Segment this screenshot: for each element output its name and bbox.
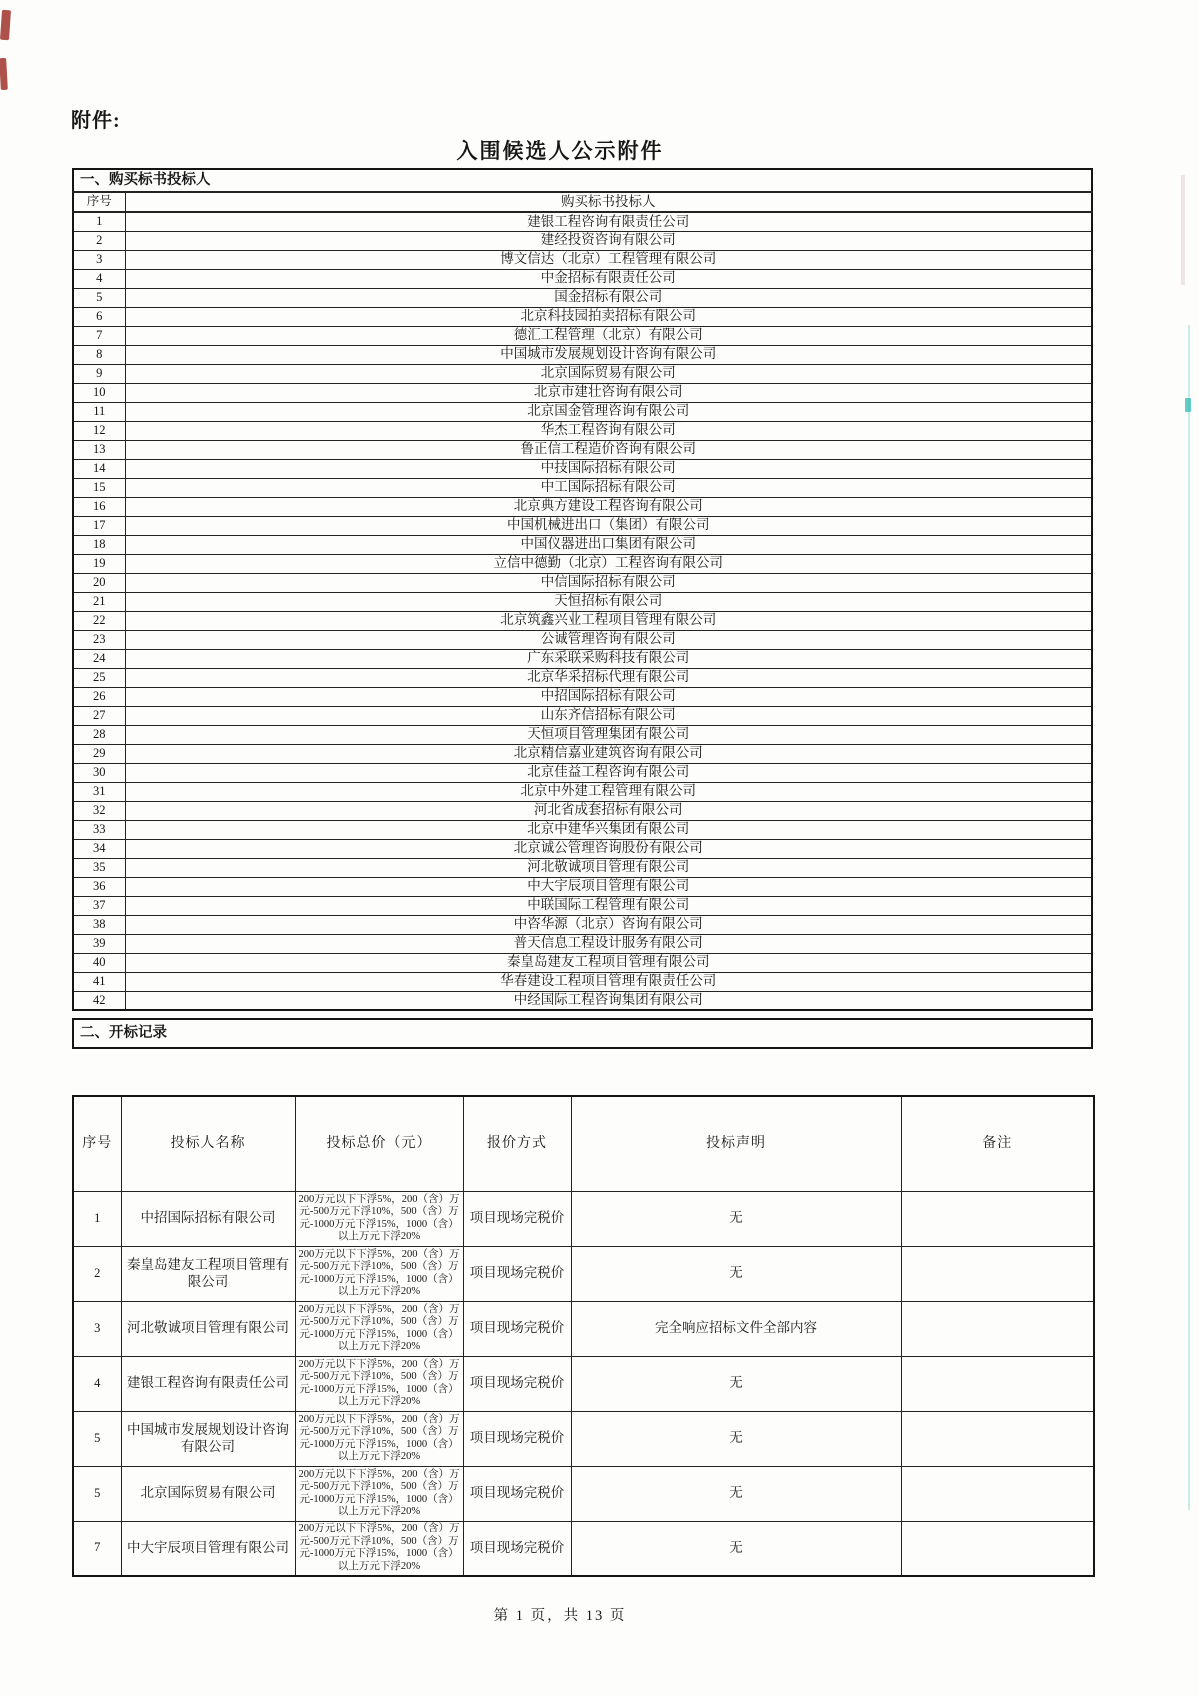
bid-record-row (73, 1521, 1094, 1576)
purchaser-name: 北京国际贸易有限公司 (125, 364, 1092, 383)
bid-records-table-body (73, 1096, 1094, 1576)
purchaser-no: 27 (73, 706, 125, 725)
purchasers-table (72, 168, 1093, 1011)
bid-no: 7 (73, 1521, 121, 1576)
purchaser-no: 5 (73, 288, 125, 307)
purchaser-name: 北京科技园拍卖招标有限公司 (125, 307, 1092, 326)
purchaser-no: 34 (73, 839, 125, 858)
bid-no: 5 (73, 1466, 121, 1521)
purchaser-name: 普天信息工程设计服务有限公司 (125, 934, 1092, 953)
purchaser-no: 37 (73, 896, 125, 915)
bid-total-price: 200万元以下下浮5%，200（含）万元-500万元下浮10%，500（含）万元-1000万元下浮15%，1000（含）以上万元下浮20% (295, 1356, 463, 1411)
purchaser-no: 41 (73, 972, 125, 991)
bid-declaration: 无 (571, 1466, 901, 1521)
purchaser-no: 13 (73, 440, 125, 459)
column-header-total-price: 投标总价（元） (295, 1096, 463, 1191)
purchaser-no: 4 (73, 269, 125, 288)
purchaser-row (73, 345, 1092, 364)
column-header-declaration: 投标声明 (571, 1096, 901, 1191)
bid-record-row (73, 1246, 1094, 1301)
bid-bidder-name: 秦皇岛建友工程项目管理有限公司 (121, 1246, 295, 1301)
bid-record-row (73, 1356, 1094, 1411)
purchaser-no: 38 (73, 915, 125, 934)
purchaser-name: 中大宇辰项目管理有限公司 (125, 877, 1092, 896)
purchaser-name: 中工国际招标有限公司 (125, 478, 1092, 497)
bid-total-price: 200万元以下下浮5%，200（含）万元-500万元下浮10%，500（含）万元-1000万元下浮15%，1000（含）以上万元下浮20% (295, 1246, 463, 1301)
purchaser-row (73, 421, 1092, 440)
purchaser-name: 河北敬诚项目管理有限公司 (125, 858, 1092, 877)
purchaser-name: 博文信达（北京）工程管理有限公司 (125, 250, 1092, 269)
purchasers-table-body (73, 169, 1092, 1010)
purchaser-name: 中经国际工程咨询集团有限公司 (125, 991, 1092, 1010)
purchaser-no: 35 (73, 858, 125, 877)
scan-edge-artifact (1188, 325, 1190, 1510)
purchaser-name: 中国机械进出口（集团）有限公司 (125, 516, 1092, 535)
purchaser-row (73, 858, 1092, 877)
purchaser-name: 中咨华源（北京）咨询有限公司 (125, 915, 1092, 934)
bid-declaration: 无 (571, 1356, 901, 1411)
purchaser-no: 9 (73, 364, 125, 383)
purchaser-row (73, 953, 1092, 972)
bid-total-price: 200万元以下下浮5%，200（含）万元-500万元下浮10%，500（含）万元-1000万元下浮15%，1000（含）以上万元下浮20% (295, 1411, 463, 1466)
bid-bidder-name: 中国城市发展规划设计咨询有限公司 (121, 1411, 295, 1466)
purchaser-name: 中国城市发展规划设计咨询有限公司 (125, 345, 1092, 364)
column-header-no: 序号 (73, 192, 125, 212)
purchaser-row (73, 763, 1092, 782)
bid-no: 4 (73, 1356, 121, 1411)
purchaser-no: 2 (73, 231, 125, 250)
purchaser-no: 8 (73, 345, 125, 364)
purchaser-no: 23 (73, 630, 125, 649)
purchaser-name: 公诚管理咨询有限公司 (125, 630, 1092, 649)
bid-quote-method: 项目现场完税价 (463, 1411, 571, 1466)
purchaser-name: 北京中外建工程管理有限公司 (125, 782, 1092, 801)
bid-remark (901, 1521, 1094, 1576)
bid-quote-method: 项目现场完税价 (463, 1466, 571, 1521)
bid-bidder-name: 建银工程咨询有限责任公司 (121, 1356, 295, 1411)
purchaser-name: 建经投资咨询有限公司 (125, 231, 1092, 250)
purchaser-row (73, 497, 1092, 516)
bid-quote-method: 项目现场完税价 (463, 1301, 571, 1356)
purchaser-row (73, 706, 1092, 725)
bid-no: 1 (73, 1191, 121, 1246)
purchaser-no: 39 (73, 934, 125, 953)
purchaser-name: 建银工程咨询有限责任公司 (125, 212, 1092, 231)
purchaser-row (73, 269, 1092, 288)
purchaser-name: 中国仪器进出口集团有限公司 (125, 535, 1092, 554)
purchaser-name: 华春建设工程项目管理有限责任公司 (125, 972, 1092, 991)
purchaser-no: 12 (73, 421, 125, 440)
purchaser-no: 26 (73, 687, 125, 706)
bid-bidder-name: 中大宇辰项目管理有限公司 (121, 1521, 295, 1576)
purchaser-row (73, 535, 1092, 554)
column-header-bidder: 购买标书投标人 (125, 192, 1092, 212)
purchaser-name: 中招国际招标有限公司 (125, 687, 1092, 706)
purchaser-name: 北京典方建设工程咨询有限公司 (125, 497, 1092, 516)
bid-remark (901, 1356, 1094, 1411)
section1-heading-row (73, 169, 1092, 192)
purchaser-row (73, 896, 1092, 915)
purchaser-no: 25 (73, 668, 125, 687)
purchaser-row (73, 402, 1092, 421)
bid-record-row (73, 1301, 1094, 1356)
purchaser-row (73, 839, 1092, 858)
purchaser-name: 天恒招标有限公司 (125, 592, 1092, 611)
page-footer: 第 1 页，共 13 页 (493, 1608, 627, 1624)
purchaser-row (73, 744, 1092, 763)
bid-total-price: 200万元以下下浮5%，200（含）万元-500万元下浮10%，500（含）万元-1000万元下浮15%，1000（含）以上万元下浮20% (295, 1301, 463, 1356)
purchaser-no: 11 (73, 402, 125, 421)
purchaser-name: 中技国际招标有限公司 (125, 459, 1092, 478)
purchaser-row (73, 478, 1092, 497)
purchaser-no: 36 (73, 877, 125, 896)
purchaser-name: 北京精信嘉业建筑咨询有限公司 (125, 744, 1092, 763)
red-scan-mark (0, 10, 11, 41)
bid-declaration: 无 (571, 1246, 901, 1301)
bid-total-price: 200万元以下下浮5%，200（含）万元-500万元下浮10%，500（含）万元-1000万元下浮15%，1000（含）以上万元下浮20% (295, 1466, 463, 1521)
bid-quote-method: 项目现场完税价 (463, 1521, 571, 1576)
bid-quote-method: 项目现场完税价 (463, 1246, 571, 1301)
bid-remark (901, 1466, 1094, 1521)
purchaser-no: 18 (73, 535, 125, 554)
bid-no: 2 (73, 1246, 121, 1301)
purchaser-row (73, 440, 1092, 459)
purchaser-name: 中信国际招标有限公司 (125, 573, 1092, 592)
purchaser-no: 33 (73, 820, 125, 839)
purchaser-row (73, 801, 1092, 820)
purchaser-row (73, 250, 1092, 269)
purchaser-no: 42 (73, 991, 125, 1010)
bid-records-table (72, 1095, 1095, 1577)
purchaser-name: 华杰工程咨询有限公司 (125, 421, 1092, 440)
bid-total-price: 200万元以下下浮5%，200（含）万元-500万元下浮10%，500（含）万元-1000万元下浮15%，1000（含）以上万元下浮20% (295, 1521, 463, 1576)
bid-declaration: 完全响应招标文件全部内容 (571, 1301, 901, 1356)
purchaser-name: 德汇工程管理（北京）有限公司 (125, 326, 1092, 345)
purchaser-row (73, 231, 1092, 250)
purchaser-row (73, 630, 1092, 649)
purchaser-no: 3 (73, 250, 125, 269)
purchaser-name: 中金招标有限责任公司 (125, 269, 1092, 288)
purchaser-row (73, 364, 1092, 383)
purchaser-no: 30 (73, 763, 125, 782)
scan-edge-artifact (1185, 398, 1191, 412)
purchaser-no: 14 (73, 459, 125, 478)
bid-records-header-row (73, 1096, 1094, 1191)
purchaser-row (73, 212, 1092, 231)
bid-record-row (73, 1466, 1094, 1521)
purchaser-no: 15 (73, 478, 125, 497)
purchaser-name: 鲁正信工程造价咨询有限公司 (125, 440, 1092, 459)
bid-bidder-name: 河北敬诚项目管理有限公司 (121, 1301, 295, 1356)
scan-edge-artifact (1181, 175, 1185, 285)
purchaser-row (73, 668, 1092, 687)
purchaser-row (73, 307, 1092, 326)
purchaser-no: 17 (73, 516, 125, 535)
purchaser-row (73, 725, 1092, 744)
column-header-bidder-name: 投标人名称 (121, 1096, 295, 1191)
purchaser-name: 北京华采招标代理有限公司 (125, 668, 1092, 687)
purchaser-row (73, 554, 1092, 573)
bid-remark (901, 1411, 1094, 1466)
purchaser-name: 中联国际工程管理有限公司 (125, 896, 1092, 915)
purchaser-row (73, 820, 1092, 839)
purchaser-no: 31 (73, 782, 125, 801)
purchaser-name: 国金招标有限公司 (125, 288, 1092, 307)
purchaser-row (73, 459, 1092, 478)
bid-declaration: 无 (571, 1411, 901, 1466)
section1-heading: 一、购买标书投标人 (73, 169, 1092, 192)
purchaser-name: 广东采联采购科技有限公司 (125, 649, 1092, 668)
purchaser-row (73, 611, 1092, 630)
purchaser-row (73, 782, 1092, 801)
purchaser-row (73, 383, 1092, 402)
section2-heading: 二、开标记录 (72, 1018, 1093, 1049)
bid-bidder-name: 北京国际贸易有限公司 (121, 1466, 295, 1521)
purchaser-name: 北京诚公管理咨询股份有限公司 (125, 839, 1092, 858)
column-header-no: 序号 (73, 1096, 121, 1191)
purchaser-no: 29 (73, 744, 125, 763)
bid-quote-method: 项目现场完税价 (463, 1191, 571, 1246)
purchaser-no: 24 (73, 649, 125, 668)
bid-no: 5 (73, 1411, 121, 1466)
bid-remark (901, 1301, 1094, 1356)
purchaser-no: 21 (73, 592, 125, 611)
red-scan-mark (0, 58, 8, 90)
bid-bidder-name: 中招国际招标有限公司 (121, 1191, 295, 1246)
column-header-remark: 备注 (901, 1096, 1094, 1191)
attachment-label: 附件: (71, 110, 121, 132)
column-header-quote-method: 报价方式 (463, 1096, 571, 1191)
purchaser-row (73, 649, 1092, 668)
purchaser-row (73, 934, 1092, 953)
purchaser-row (73, 326, 1092, 345)
purchaser-no: 19 (73, 554, 125, 573)
purchaser-no: 40 (73, 953, 125, 972)
purchaser-name: 山东齐信招标有限公司 (125, 706, 1092, 725)
purchaser-no: 10 (73, 383, 125, 402)
purchaser-name: 北京市建壮咨询有限公司 (125, 383, 1092, 402)
bid-record-row (73, 1191, 1094, 1246)
purchaser-name: 北京筑鑫兴业工程项目管理有限公司 (125, 611, 1092, 630)
purchaser-no: 7 (73, 326, 125, 345)
bid-declaration: 无 (571, 1521, 901, 1576)
bid-remark (901, 1246, 1094, 1301)
purchasers-header-row (73, 192, 1092, 212)
purchaser-no: 6 (73, 307, 125, 326)
purchaser-name: 北京国金管理咨询有限公司 (125, 402, 1092, 421)
purchaser-no: 28 (73, 725, 125, 744)
purchaser-no: 32 (73, 801, 125, 820)
purchaser-name: 河北省成套招标有限公司 (125, 801, 1092, 820)
purchaser-name: 天恒项目管理集团有限公司 (125, 725, 1092, 744)
purchaser-name: 立信中德勤（北京）工程咨询有限公司 (125, 554, 1092, 573)
bid-record-row (73, 1411, 1094, 1466)
purchaser-no: 1 (73, 212, 125, 231)
purchaser-row (73, 288, 1092, 307)
purchaser-row (73, 991, 1092, 1010)
purchaser-name: 北京佳益工程咨询有限公司 (125, 763, 1092, 782)
purchaser-row (73, 915, 1092, 934)
purchaser-name: 北京中建华兴集团有限公司 (125, 820, 1092, 839)
purchaser-no: 16 (73, 497, 125, 516)
purchaser-row (73, 516, 1092, 535)
purchaser-no: 20 (73, 573, 125, 592)
purchaser-row (73, 687, 1092, 706)
bid-declaration: 无 (571, 1191, 901, 1246)
bid-remark (901, 1191, 1094, 1246)
bid-quote-method: 项目现场完税价 (463, 1356, 571, 1411)
page-title: 入围候选人公示附件 (456, 139, 664, 163)
purchaser-row (73, 972, 1092, 991)
bid-total-price: 200万元以下下浮5%，200（含）万元-500万元下浮10%，500（含）万元-1000万元下浮15%，1000（含）以上万元下浮20% (295, 1191, 463, 1246)
purchaser-row (73, 877, 1092, 896)
purchaser-name: 秦皇岛建友工程项目管理有限公司 (125, 953, 1092, 972)
purchaser-row (73, 592, 1092, 611)
purchaser-row (73, 573, 1092, 592)
bid-no: 3 (73, 1301, 121, 1356)
purchaser-no: 22 (73, 611, 125, 630)
